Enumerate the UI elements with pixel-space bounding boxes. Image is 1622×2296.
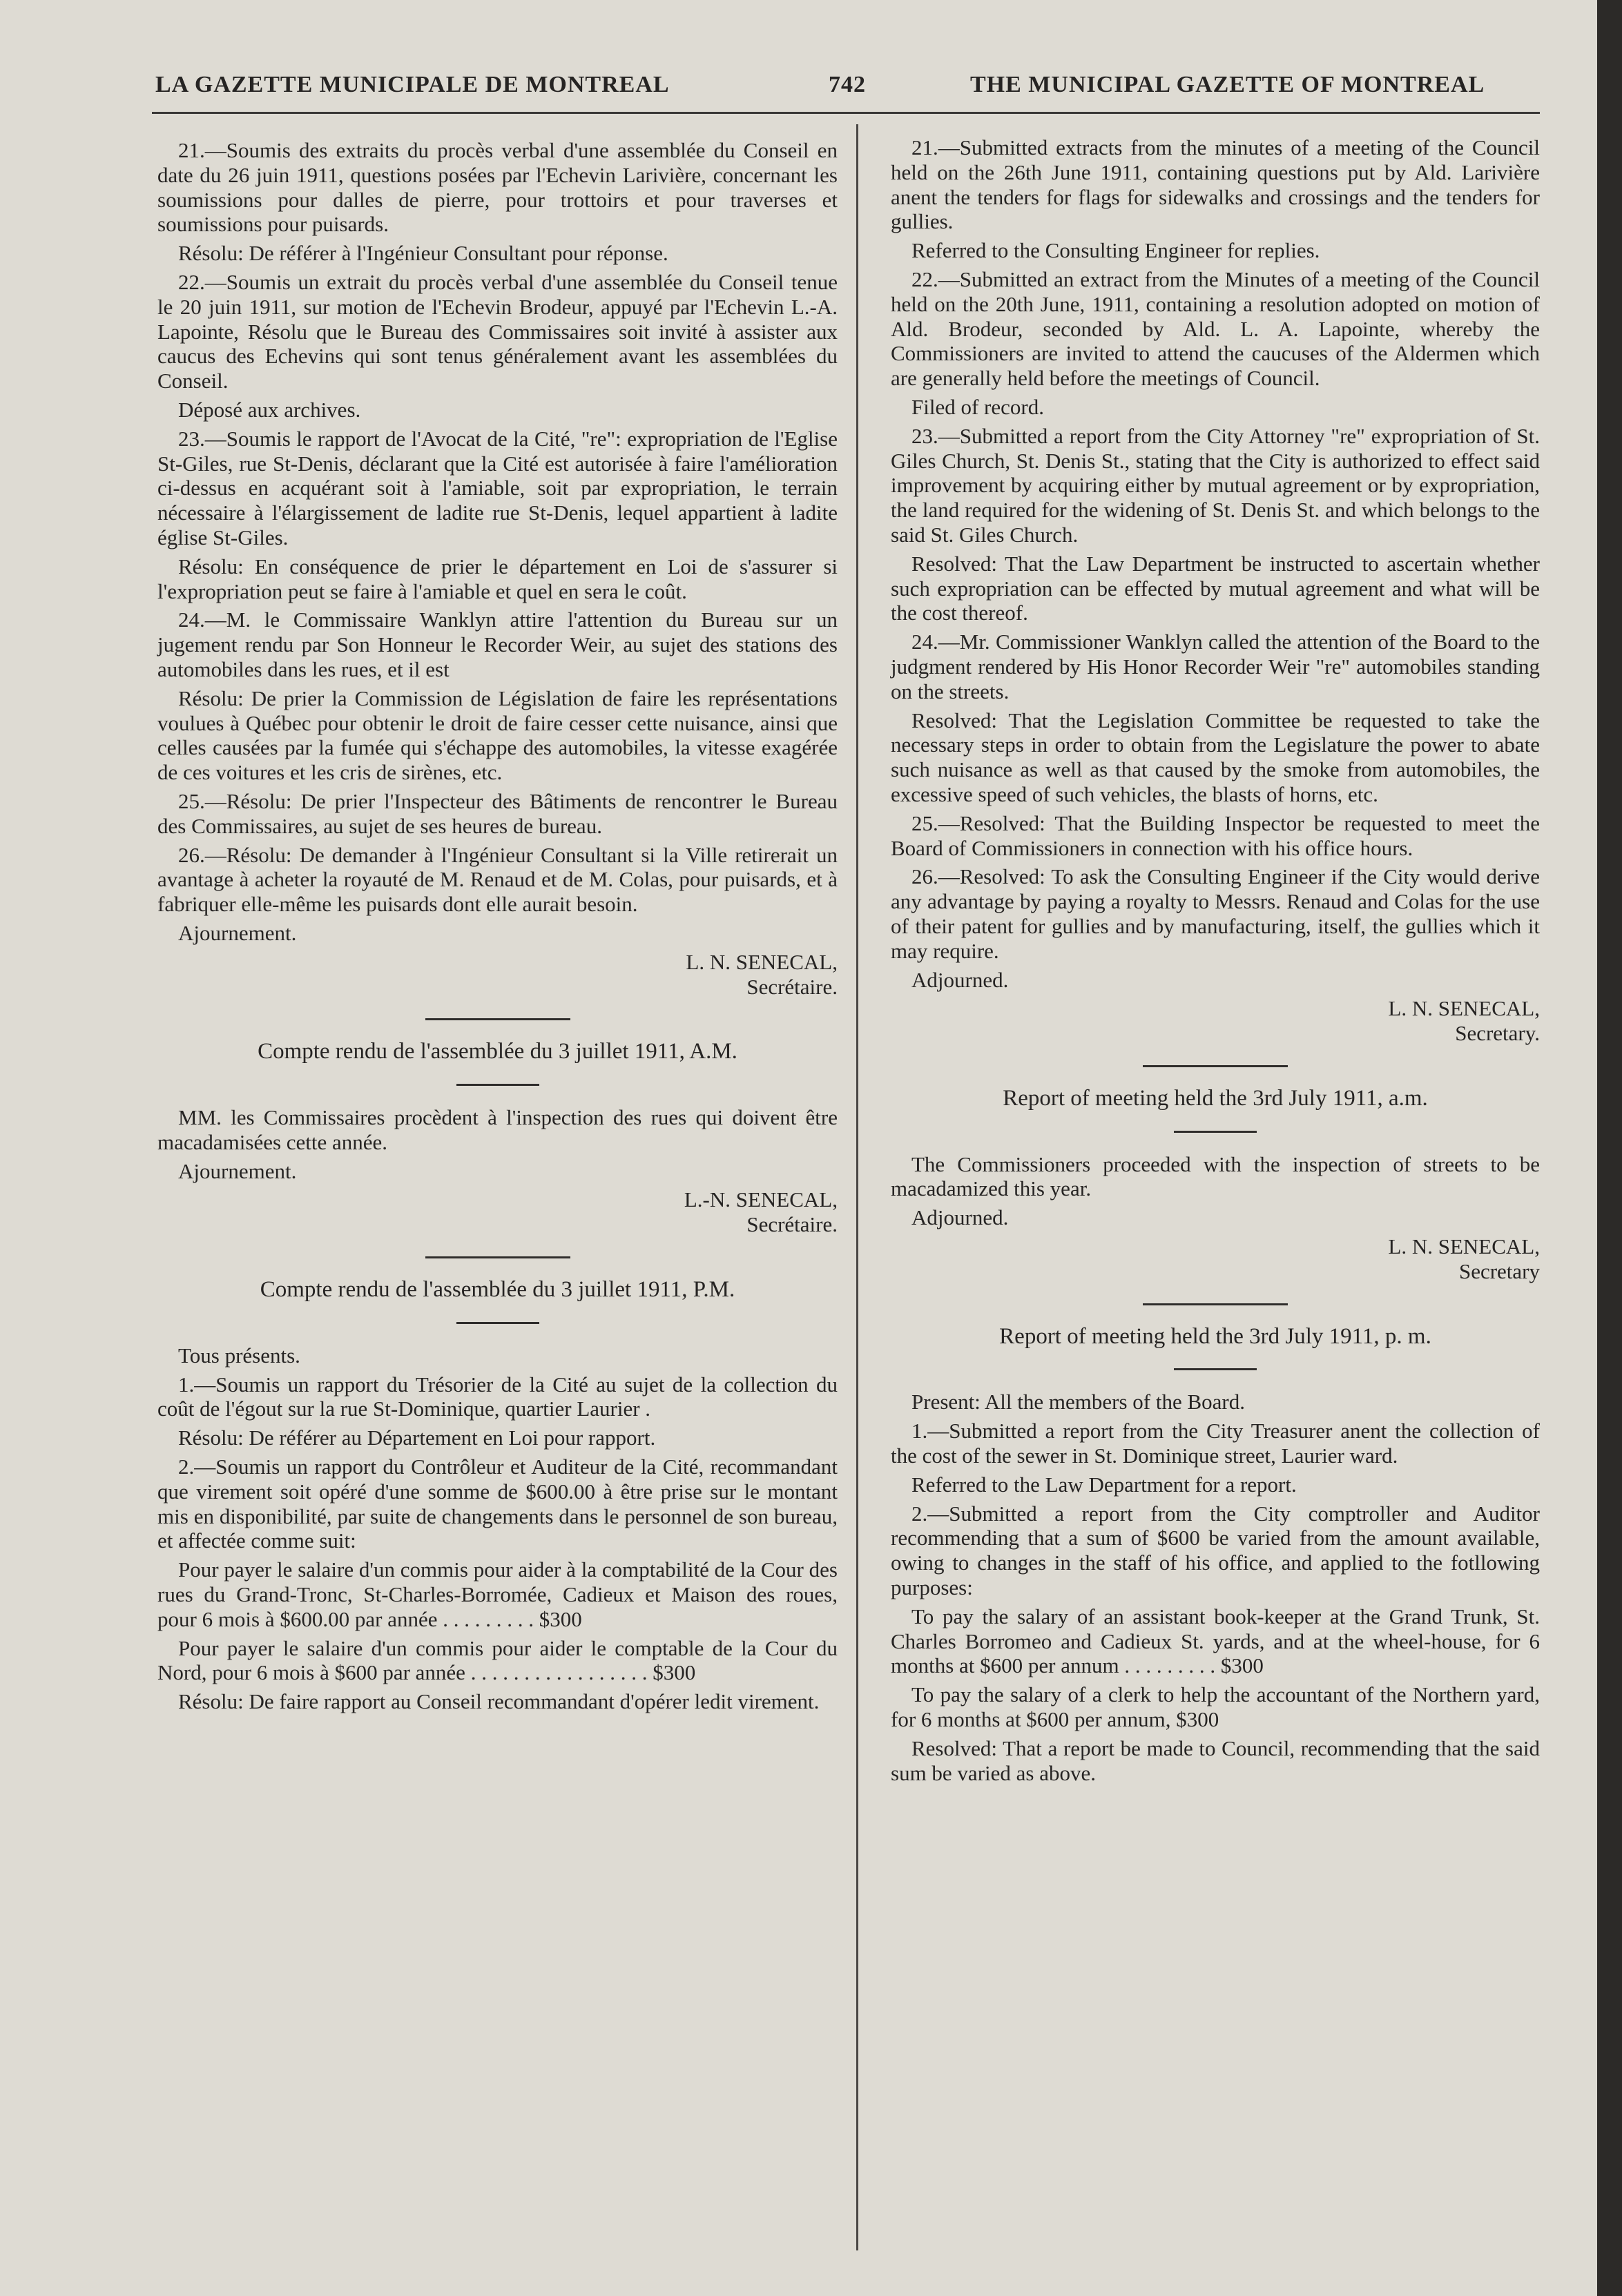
item-23-resolution: Résolu: En conséquence de prier le département en Loi de s'assurer si l'expropriation peut se faire à l'amiable et quel en sera le coût. [157,554,838,603]
header-right-title: THE MUNICIPAL GAZETTE OF MONTREAL [970,72,1485,97]
item-23: 23.—Submitted a report from the City Attorney "re" expropriation of St. Giles Church, St. Denis St., stating that the City is authorized to effect said improvement by acquiring either by mutual agreement or by expropriation, the land required for the widening of St. Denis St. and which belongs to the said St. Giles Church. [891,423,1540,547]
item-25: 25.—Resolved: That the Building Inspector be requested to meet the Board of Commissioners in connection with his office hours. [891,810,1540,860]
adjournment: Adjourned. [911,967,1009,992]
adjournment: Adjourned. [911,1205,1009,1230]
section-rule [456,1322,539,1324]
signature-title: Secrétaire. [746,974,838,999]
section-rule [1174,1131,1257,1133]
signature-title: Secrétaire. [746,1212,838,1237]
signature-name: L. N. SENECAL, [1388,1234,1540,1259]
signature-name: L.-N. SENECAL, [684,1187,838,1212]
column-divider [856,124,858,2250]
item-21-resolution: Résolu: De référer à l'Ingénieur Consultant pour réponse. [178,241,668,266]
signature-name: L. N. SENECAL, [1388,996,1540,1021]
item-24: 24.—M. le Commissaire Wanklyn attire l'attention du Bureau sur un jugement rendu par Son Honneur le Recorder Weir, au sujet des stations des automobiles dans les rues, et il est [157,607,838,681]
page-edge [1597,0,1622,2296]
item-1: 1.—Soumis un rapport du Trésorier de la Cité au sujet de la collection du coût de l'égout sur la rue St-Dominique, quartier Laurier . [157,1372,838,1421]
item-23-resolution: Resolved: That the Law Department be instructed to ascertain whether such expropriation can be effected by mutual agreement and what will be the cost thereof. [891,551,1540,625]
adjournment: Ajournement. [178,920,297,945]
report-heading-am: Report of meeting held the 3rd July 1911, a.m. [1003,1085,1428,1111]
amount: $300 [1220,1653,1264,1678]
commissioners-inspection: MM. les Commissaires procèdent à l'inspection des rues qui doivent être macadamisées cette année. [157,1105,838,1154]
item-2-purpose-b: Pour payer le salaire d'un commis pour aider le comptable de la Cour du Nord, pour 6 mois à $600 par année . . . . . . . . . . . . . . . . . $300 [157,1635,838,1685]
item-1: 1.—Submitted a report from the City Treasurer anent the collection of the cost of the sewer in St. Dominique street, Laurier ward. [891,1419,1540,1468]
item-2: 2.—Soumis un rapport du Contrôleur et Auditeur de la Cité, recommandant que virement soit opéré d'une somme de $600.00 à être prise sur le montant mis en disponibilité, par suite de changements dans le personnel de son bureau, et affectée comme suit: [157,1455,838,1553]
item-1-resolution: Referred to the Law Department for a report. [911,1472,1297,1497]
item-22-resolution: Filed of record. [911,394,1044,419]
signature-title: Secretary [1458,1258,1540,1283]
item-24-resolution: Resolved: That the Legislation Committee be requested to take the necessary steps in order to obtain from the Legislature the power to abate such nuisance as well as that caused by the smoke from automobiles, the excessive speed of such vehicles, the blasts of horns, etc. [891,708,1540,806]
header-rule [152,112,1540,114]
report-heading-am: Compte rendu de l'assemblée du 3 juillet 1911, A.M. [258,1039,737,1064]
item-2-purpose-b: To pay the salary of a clerk to help the accountant of the Northern yard, for 6 months at $600 per annum, $300 [891,1682,1540,1732]
section-rule [1143,1303,1288,1305]
adjournment: Ajournement. [178,1158,297,1183]
item-1-resolution: Résolu: De référer au Département en Loi pour rapport. [178,1426,656,1450]
item-23: 23.—Soumis le rapport de l'Avocat de la Cité, "re": expropriation de l'Eglise St-Giles, rue St-Denis, déclarant que la Cité est autorisée à faire l'amélioration ci-dessus en acquérant soit à l'amiable, soit par expropriation, le terrain nécessaire à l'élargissement de ladite rue St-Denis, lequel appartient à ladite église St-Giles. [157,426,838,549]
section-rule [456,1084,539,1086]
item-22: 22.—Submitted an extract from the Minutes of a meeting of the Council held on the 20th June, 1911, containing a resolution adopted on motion of Ald. Brodeur, seconded by Ald. L. A. Lapointe, whereby the Commissioners are invited to attend the caucuses of the Aldermen which are generally held before the meetings of Council. [891,266,1540,391]
item-2: 2.—Submitted a report from the City comptroller and Auditor recommending that a sum of $600 be varied from the amount available, owing to changes in the staff of his office, and applied to the fotllowing purposes: [891,1501,1540,1600]
item-22: 22.—Soumis un extrait du procès verbal d'une assemblée du Conseil tenue le 20 juin 1911, sur motion de l'Echevin Brodeur, appuyé par l'Echevin L.-A. Lapointe, Résolu que le Bureau des Commissaires soit invité à assister aux caucus des Echevins qui sont tenus généralement avant les assemblées du Conseil. [157,269,838,393]
item-24-resolution: Résolu: De prier la Commission de Législation de faire les représentations voulues à Québec pour obtenir le droit de faire cesser cette nuisance, ainsi que celles causées par la fumée qui s'échappe des automobiles, la vitesse exagérée de ces voitures et les cris de sirènes, etc. [157,685,838,785]
attendance: Present: All the members of the Board. [911,1390,1245,1414]
item-25: 25.—Résolu: De prier l'Inspecteur des Bâtiments de rencontrer le Bureau des Commissaires, au sujet de ses heures de bureau. [157,788,838,838]
section-rule [425,1256,570,1258]
amount: $300 [653,1660,696,1685]
item-22-resolution: Déposé aux archives. [178,397,361,422]
item-21-resolution: Referred to the Consulting Engineer for replies. [911,238,1320,263]
report-heading-pm: Compte rendu de l'assemblée du 3 juillet 1911, P.M. [260,1277,735,1303]
item-2-purpose-a: Pour payer le salaire d'un commis pour aider à la comptabilité de la Cour des rues du Grand-Tronc, St-Charles-Borromée, Cadieux et Maison des roues, pour 6 mois à $600.00 par année . . . . . . . . . $300 [157,1557,838,1631]
header-left-title: LA GAZETTE MUNICIPALE DE MONTREAL [155,72,670,97]
item-26: 26.—Resolved: To ask the Consulting Engineer if the City would derive any advantage by paying a royalty to Messrs. Renaud and Colas for the use of their patent for gullies and by manufacturing, itself, the gullies which it may require. [891,864,1540,963]
section-rule [1174,1368,1257,1370]
item-21: 21.—Submitted extracts from the minutes of a meeting of the Council held on the 26th June 1911, containing questions put by Ald. Larivière anent the tenders for flags for sidewalks and crossings and the tenders for gullies. [891,135,1540,234]
item-26: 26.—Résolu: De demander à l'Ingénieur Consultant si la Ville retirerait un avantage à acheter la royauté de M. Renaud et de M. Colas, pour puisards, et à fabriquer elle-même les puisards dont elle aurait besoin. [157,842,838,917]
section-rule [1143,1065,1288,1067]
amount: $300 [539,1606,582,1631]
item-2-purpose-a: To pay the salary of an assistant book-keeper at the Grand Trunk, St. Charles Borromeo and Cadieux St. yards, and at the wheel-house, for 6 months at $600 per annum . . . . . . . . . $300 [891,1604,1540,1678]
section-rule [425,1018,570,1020]
signature-title: Secretary. [1455,1021,1540,1046]
attendance: Tous présents. [178,1343,300,1368]
report-heading-pm: Report of meeting held the 3rd July 1911, p. m. [999,1323,1431,1349]
item-24: 24.—Mr. Commissioner Wanklyn called the attention of the Board to the judgment rendered by His Honor Recorder Weir "re" automobiles standing on the streets. [891,630,1540,703]
english-column [891,135,1540,1789]
signature-name: L. N. SENECAL, [686,949,838,974]
page-number: 742 [829,72,866,97]
item-2-resolution: Resolved: That a report be made to Council, recommending that the said sum be varied as above. [891,1735,1540,1785]
amount: $300 [1176,1707,1219,1732]
item-21: 21.—Soumis des extraits du procès verbal d'une assemblée du Conseil en date du 26 juin 1911, questions posées par l'Echevin Larivière, concernant les soumissions pour dalles de pierre, pour trottoirs et pour traverses et soumissions pour puisards. [157,138,838,237]
french-column [157,138,838,1718]
item-2-resolution: Résolu: De faire rapport au Conseil recommandant d'opérer ledit virement. [178,1689,820,1714]
commissioners-inspection: The Commissioners proceeded with the inspection of streets to be macadamized this year. [891,1151,1540,1201]
